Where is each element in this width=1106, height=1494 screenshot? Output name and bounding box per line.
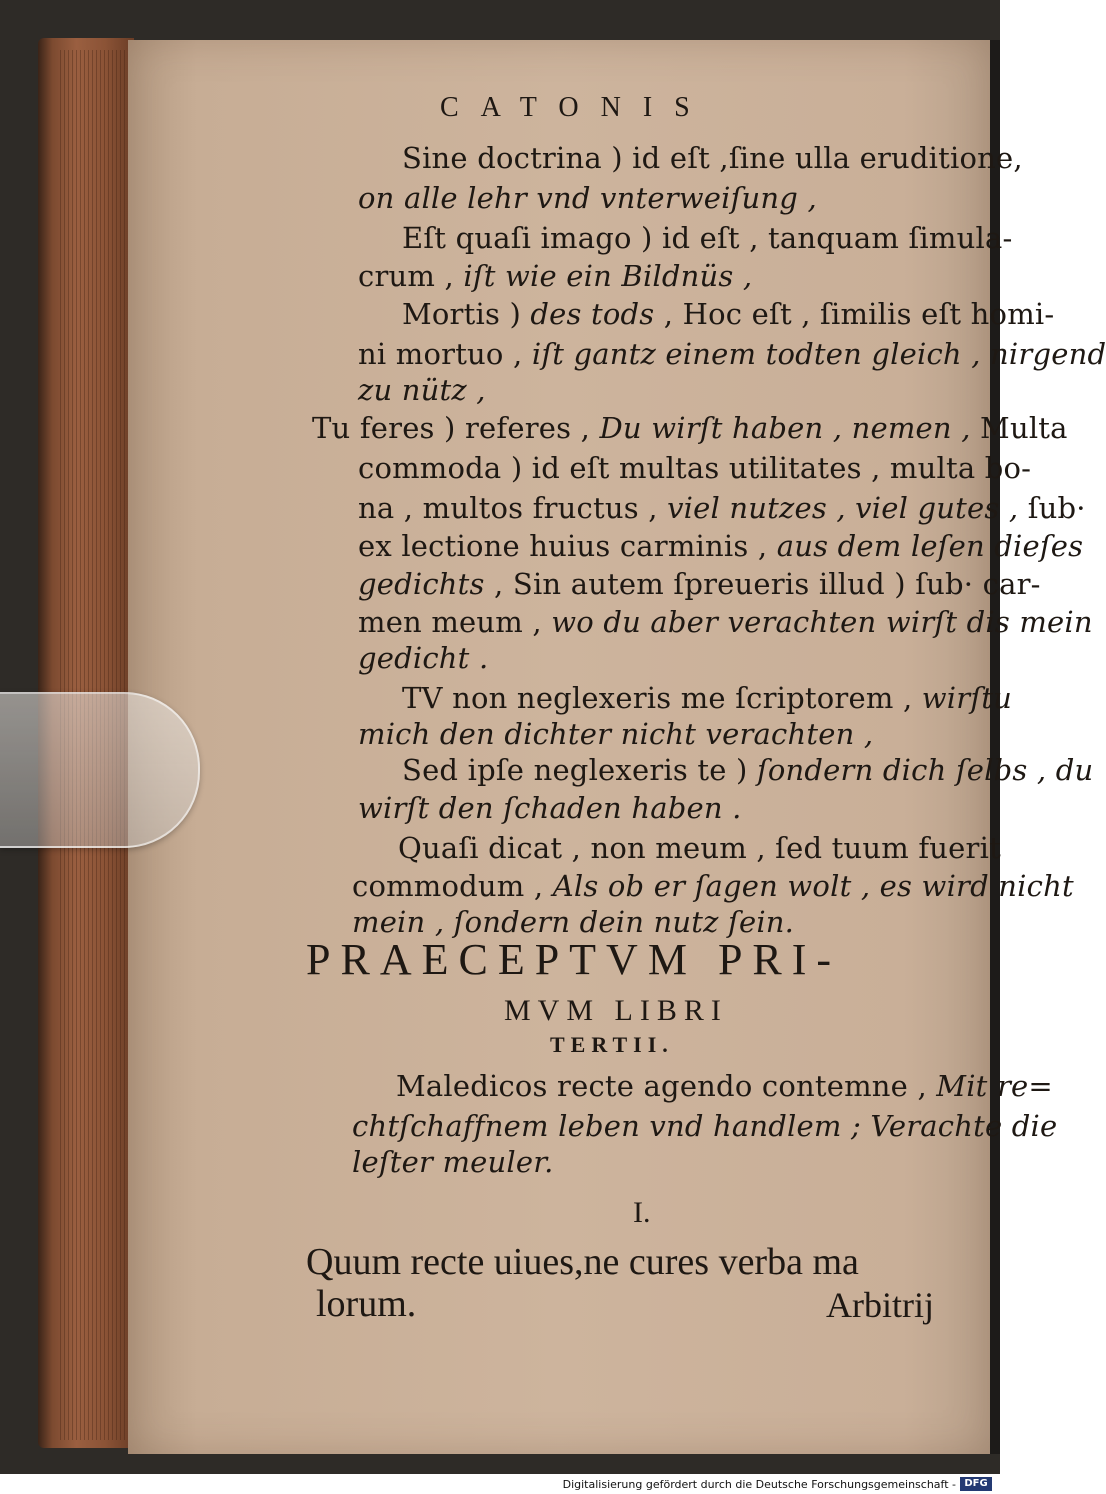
line-german: gedichts — [358, 567, 485, 601]
line-german: iſt wie ein Bildnüs , — [463, 259, 753, 293]
precept-heading-line2: MVM LIBRI — [504, 994, 728, 1027]
line-german: des tods — [530, 297, 655, 331]
line-german: mich den dichter nicht verachten , — [358, 717, 874, 751]
line-roman: ex lectione huius carminis , — [358, 529, 777, 563]
line-roman: na , multos fructus , — [358, 491, 668, 525]
text-line — [358, 566, 1041, 602]
text-line — [402, 680, 1012, 716]
footer-credit: Digitalisierung gefördert durch die Deutsche Forschungsgemeinschaft - — [562, 1478, 956, 1491]
line-german: wo du aber verachten wirſt dis mein — [551, 605, 1093, 639]
text-line — [358, 604, 1093, 640]
text-line — [398, 830, 1001, 866]
line-german: leſter meuler. — [352, 1145, 554, 1179]
line-roman: , Sin autem ſpreueris illud ) ſub· car- — [484, 567, 1041, 601]
line-german: Mit re= — [936, 1069, 1053, 1103]
text-line — [402, 220, 1012, 256]
text-line — [358, 528, 1083, 564]
text-line — [358, 640, 488, 676]
line-roman: commoda ) id eſt multas utilitates , multa bo- — [358, 451, 1032, 485]
text-line — [358, 716, 873, 752]
precept-line — [352, 1108, 1057, 1144]
text-line — [402, 296, 1054, 332]
glass-page-clip — [0, 692, 200, 848]
text-line — [358, 372, 486, 408]
precept-heading-line3: TERTII. — [550, 1032, 674, 1057]
line-german: Als ob er ſagen wolt , es wird nicht — [552, 869, 1074, 903]
line-german: ſondern dich ſelbs , du — [756, 753, 1094, 787]
line-german: gedicht . — [358, 641, 489, 675]
line-german: aus dem leſen dieſes — [776, 529, 1084, 563]
line-german: on alle lehr vnd vnterweiſung , — [358, 181, 817, 215]
text-line — [358, 180, 817, 216]
line-roman: Sine doctrina ) id eſt ,ſine ulla eruditione, — [402, 141, 1023, 175]
running-title: CATONIS — [440, 92, 712, 123]
line-roman: Quaſi dicat , non meum , ſed tuum fuerit — [398, 831, 1001, 865]
verse-line: Quum recte uiues,ne cures verba ma — [306, 1241, 859, 1283]
line-roman: TV non neglexeris me ſcriptorem , — [402, 681, 922, 715]
line-roman: Tu feres ) referes , — [312, 411, 600, 445]
catchword: Arbitrij — [826, 1285, 934, 1325]
precept-heading: PRAECEPTVM PRI- — [306, 935, 842, 984]
line-roman: ſub· — [1018, 491, 1086, 525]
section-number: I. — [633, 1196, 651, 1229]
text-line — [352, 868, 1074, 904]
line-roman: men meum , — [358, 605, 552, 639]
line-roman: Maledicos recte agendo contemne , — [396, 1069, 937, 1103]
line-german: Du wirſt haben , nemen , — [599, 411, 971, 445]
line-german: chtſchaffnem leben vnd handlem ; Verachte die — [352, 1109, 1058, 1143]
line-roman: ni mortuo , — [358, 337, 532, 371]
text-line — [358, 790, 742, 826]
dfg-logo: DFG — [960, 1477, 992, 1491]
line-roman: Mortis ) — [402, 297, 531, 331]
line-roman: Sed ipſe neglexeris te ) — [402, 753, 757, 787]
line-roman: commodum , — [352, 869, 553, 903]
line-roman: Multa — [970, 411, 1068, 445]
text-line — [402, 752, 1093, 788]
line-roman: crum , — [358, 259, 464, 293]
line-german: wirſtu — [921, 681, 1013, 715]
line-german: wirſt den ſchaden haben . — [358, 791, 742, 825]
line-german: mein , ſondern dein nutz ſein. — [352, 905, 795, 939]
text-line — [312, 410, 1068, 446]
text-line — [358, 258, 752, 294]
precept-line — [396, 1068, 1053, 1104]
verse-line-continued: lorum. — [316, 1283, 417, 1325]
text-line — [402, 140, 1023, 176]
line-roman: Eſt quaſi imago ) id eſt , tanquam ſimula- — [402, 221, 1013, 255]
line-german: viel nutzes , viel gutes , — [667, 491, 1019, 525]
precept-line — [352, 1144, 554, 1180]
text-line — [358, 336, 1106, 372]
text-line — [358, 490, 1086, 526]
line-roman: , Hoc eſt , ſimilis eſt homi- — [654, 297, 1055, 331]
text-line — [358, 450, 1031, 486]
line-german: iſt gantz einem todten gleich , nirgend — [531, 337, 1106, 371]
line-german: zu nütz , — [358, 373, 486, 407]
